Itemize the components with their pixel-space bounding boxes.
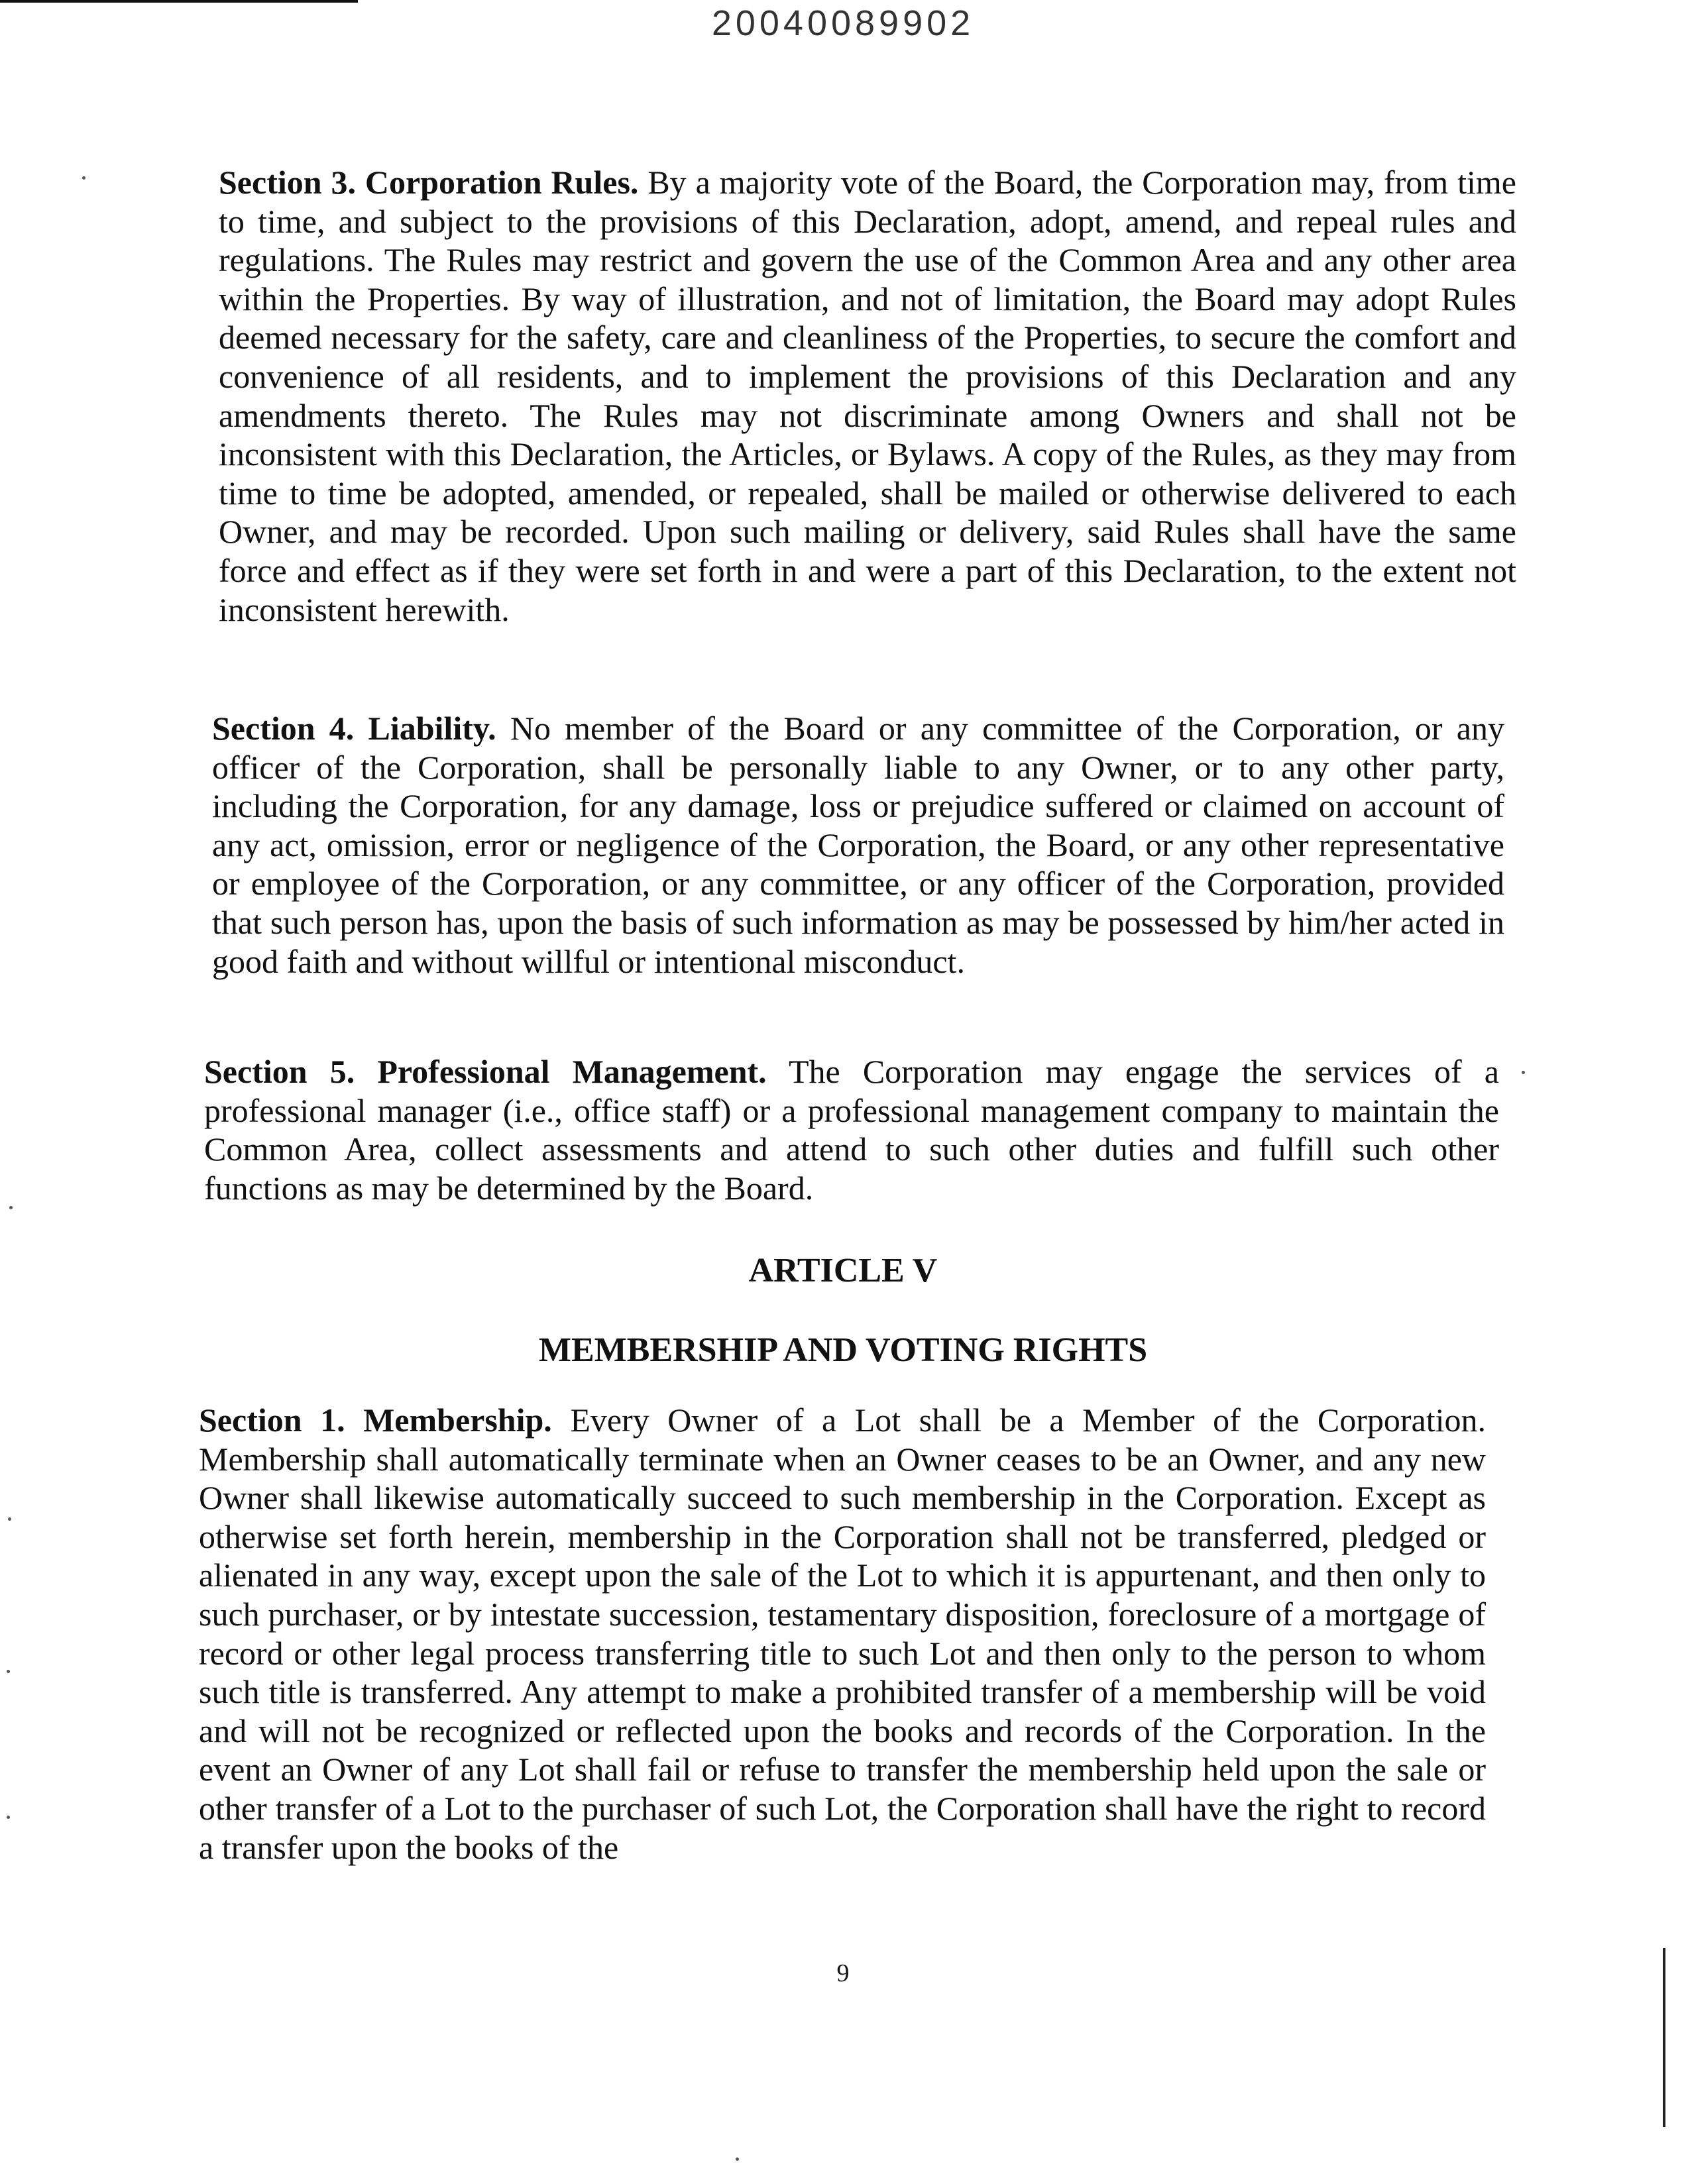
scan-margin-line <box>1663 1948 1665 2127</box>
page-number: 9 <box>836 1959 850 1987</box>
membership-heading: Section 1. Membership. <box>199 1401 552 1439</box>
membership-body: Every Owner of a Lot shall be a Member of the Corporation. Membership shall automatically terminate when an Owner ceases to be an Owner, and any new Owner shall likewise automatically succeed to such membership in the Corporation. Except as otherwise set forth herein, membership in the Corporation shall not be transferred, pledged or alienated in any way, except upon the sale of the Lot to which it is appurtenant, and then only to such purchaser, or by intestate succession, testamentary disposition, foreclosure of a mortgage of record or other legal process transferring title to such Lot and then only to the person to whom such title is transferred. Any attempt to make a prohibited transfer of a membership will be void and will not be recognized or reflected upon the books and records of the Corporation. In the event an Owner of any Lot shall fail or refuse to transfer the membership held upon the sale or other transfer of a Lot to the purchaser of such Lot, the Corporation shall have the right to record a transfer upon the books of the <box>199 1401 1486 1866</box>
section-4-liability <box>212 709 1504 981</box>
scan-speck <box>8 1517 11 1521</box>
article-5-section-1-membership <box>199 1401 1486 1867</box>
scan-speck <box>1522 1071 1525 1074</box>
section-4-body: No member of the Board or any committee of the Corporation, or any officer of the Corporation, shall be personally liable to any Owner, or to any other party, including the Corporation, for any damage, loss or prejudice suffered or claimed on account of any act, omission, error or negligence of the Corporation, the Board, or any other representative or employee of the Corporation, or any committee, or any officer of the Corporation, provided that such person has, upon the basis of such information as may be possessed by him/her acted in good faith and without willful or intentional misconduct. <box>212 710 1504 980</box>
document-number: 20040089902 <box>711 3 975 43</box>
section-4-heading: Section 4. Liability. <box>212 710 496 747</box>
section-3-body: By a majority vote of the Board, the Corporation may, from time to time, and subject to the provisions of this Declaration, adopt, amend, and repeal rules and regulations. The Rules may restrict and govern the use of the Common Area and any other area within the Properties. By way of illustration, and not of limitation, the Board may adopt Rules deemed necessary for the safety, care and cleanliness of the Properties, to secure the comfort and convenience of all residents, and to implement the provisions of this Declaration and any amendments thereto. The Rules may not discriminate among Owners and shall not be inconsistent with this Declaration, the Articles, or Bylaws. A copy of the Rules, as they may from time to time be adopted, amended, or repealed, shall be mailed or otherwise delivered to each Owner, and may be recorded. Upon such mailing or delivery, said Rules shall have the same force and effect as if they were set forth in and were a part of this Declaration, to the extent not inconsistent herewith. <box>219 164 1516 628</box>
section-5-professional-management <box>204 1052 1499 1207</box>
scan-speck <box>82 176 85 180</box>
scan-speck <box>7 1670 10 1673</box>
section-5-body: The Corporation may engage the services of a professional manager (i.e., office staff) or a professional management company to maintain the Common Area, collect assessments and attend to such other duties and fulfill such other functions as may be determined by the Board. <box>204 1053 1499 1207</box>
section-3-corporation-rules <box>219 163 1516 629</box>
article-title: MEMBERSHIP AND VOTING RIGHTS <box>538 1331 1148 1369</box>
section-3-heading: Section 3. Corporation Rules. <box>219 164 639 201</box>
article-number: ARTICLE V <box>748 1252 938 1289</box>
section-5-heading: Section 5. Professional Management. <box>204 1053 767 1090</box>
scan-speck <box>736 2157 739 2161</box>
scan-speck <box>9 1206 13 1209</box>
scan-speck <box>7 1816 10 1819</box>
